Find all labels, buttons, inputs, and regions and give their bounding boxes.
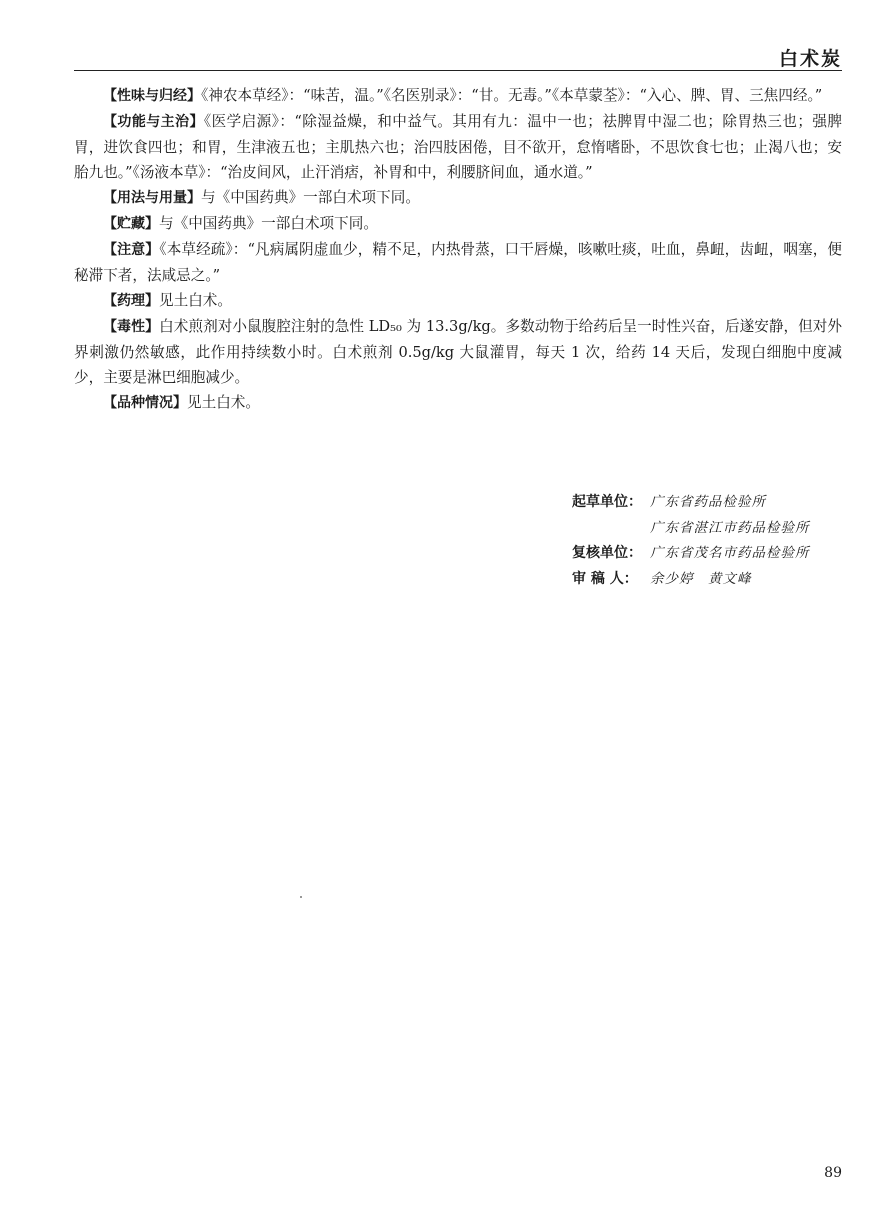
signature-value: 广东省药品检验所 [650,494,766,510]
section-label: 【注意】 [103,242,160,258]
signature-row [572,541,810,567]
signature-label [572,516,650,542]
header-rule [74,70,842,71]
signature-value: 余少婷 黄文峰 [650,570,752,587]
section-text: 见土白术。 [159,292,232,309]
section-label: 【品种情况】 [103,395,187,411]
section-text: 与《中国药典》一部白术项下同。 [159,215,378,232]
section-toxicity [74,314,842,390]
page-number: 89 [824,1165,842,1181]
section-text: 《本草经疏》：“凡病属阴虚血少，精不足，内热骨蒸，口干唇燥，咳嗽吐痰，吐血，鼻衄，齿衄，咽塞，便秘滞下者，法咸忌之。” [74,241,843,284]
signature-label: 复核单位： [572,545,642,561]
monograph-body [74,83,842,416]
section-label: 【功能与主治】 [103,114,204,130]
section-text: 《医学启源》：“除湿益燥，和中益气。其用有九：温中一也；祛脾胃中湿二也；除胃热三也；强脾胃，进饮食四也；和胃，生津液五也；主肌热六也；治四肢困倦，目不欲开，怠惰嗜卧，不思饮食七也；止渴八也；安胎九也。”《汤液本草》：“治皮间风，止汗消痞，补胃和中，利腰脐间血，通水道。” [74,113,842,181]
signature-value: 广东省湛江市药品检验所 [650,519,810,536]
section-label: 【药理】 [103,293,159,309]
signature-value: 广东省茂名市药品检验所 [650,545,810,561]
section-storage [74,211,842,237]
signature-label: 审 稿 人： [572,570,638,587]
section-variety [74,390,842,416]
section-label: 【性味与归经】 [103,88,201,104]
scan-speck [300,896,302,898]
signature-block [572,490,810,592]
section-label: 【用法与用量】 [103,190,201,206]
section-label: 【贮藏】 [103,216,159,232]
section-precautions [74,237,842,288]
section-text: 见土白术。 [187,394,260,411]
section-flavor-meridian [74,83,842,109]
signature-row [572,490,810,516]
section-label: 【毒性】 [103,319,160,335]
signature-row [572,567,810,593]
section-text: 与《中国药典》一部白术项下同。 [201,189,420,206]
section-text: 《神农本草经》：“味苦，温。”《名医别录》：“甘。无毒。”《本草蒙荃》：“入心、脾、胃、三焦四经。” [201,87,823,104]
section-function-indication [74,109,842,185]
signature-label: 起草单位： [572,494,642,510]
running-header-title: 白术炭 [778,48,842,70]
section-pharmacology [74,288,842,314]
signature-row [572,516,810,542]
section-usage-dosage [74,185,842,211]
section-text: 白术煎剂对小鼠腹腔注射的急性 LD₅₀ 为 13.3g/kg。多数动物于给药后呈一时性兴奋，后遂安静，但对外界刺激仍然敏感，此作用持续数小时。白术煎剂 0.5g/kg 大鼠灌胃，每天 1 次，给药 14 天后，发现白细胞中度减少，主要是淋巴细胞减少。 [74,318,843,386]
